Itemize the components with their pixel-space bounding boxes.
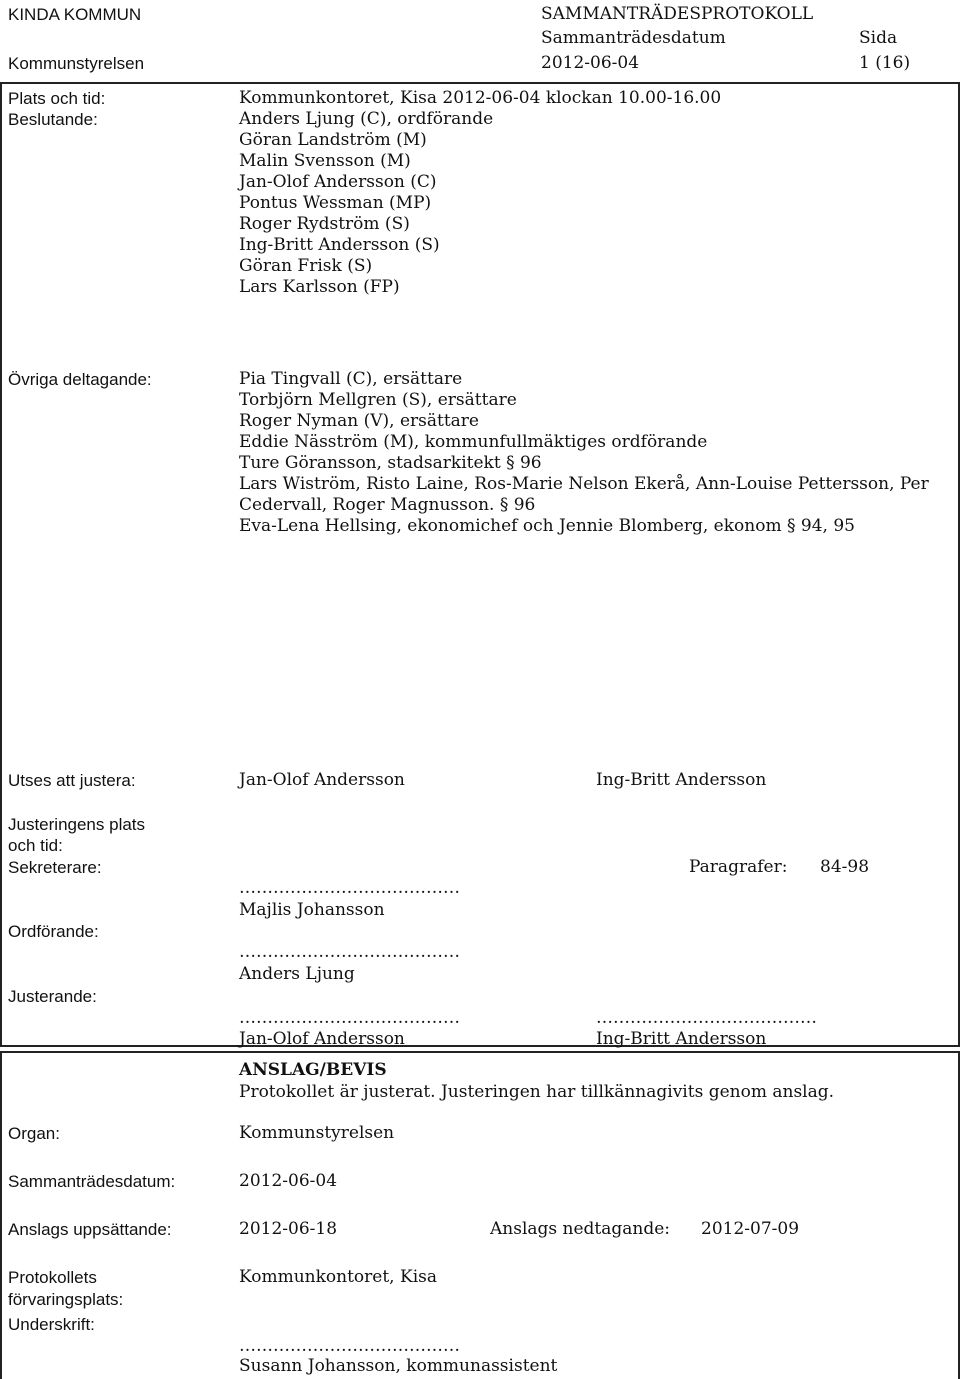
other-participant: Pia Tingvall (C), ersättare — [239, 369, 463, 389]
signature-label: Underskrift: — [8, 1315, 95, 1334]
frame-left-bottom — [0, 1051, 2, 1379]
posting-date-label: Anslags uppsättande: — [8, 1220, 172, 1239]
header-divider — [0, 82, 960, 84]
deciding-member: Roger Rydström (S) — [239, 214, 410, 234]
adjusting-name-2: Ing-Britt Andersson — [596, 1029, 767, 1049]
signature-line: ………………………………… — [239, 1336, 460, 1356]
deciding-member: Göran Landström (M) — [239, 130, 427, 150]
signature-name: Susann Johansson, kommunassistent — [239, 1356, 558, 1376]
paragraphs-label: Paragrafer: — [689, 857, 788, 877]
adjust-place-label-2: och tid: — [8, 836, 63, 855]
section-divider — [0, 1045, 960, 1047]
deciding-member: Anders Ljung (C), ordförande — [239, 109, 494, 129]
page-number: 1 (16) — [859, 53, 911, 73]
organ-label: Organ: — [8, 1124, 60, 1143]
deciding-list — [239, 109, 493, 298]
secretary-label: Sekreterare: — [8, 858, 102, 877]
other-participant: Eddie Näsström (M), kommunfullmäktiges ordförande — [239, 432, 708, 452]
deciding-member: Ing-Britt Andersson (S) — [239, 235, 440, 255]
chair-signature-line: ………………………………… — [239, 942, 460, 962]
deciding-member: Jan-Olof Andersson (C) — [239, 172, 437, 192]
storage-value: Kommunkontoret, Kisa — [239, 1267, 437, 1287]
page-label: Sida — [859, 28, 898, 48]
other-participant: Ture Göransson, stadsarkitekt § 96 — [239, 453, 542, 473]
meeting-date-value: 2012-06-04 — [541, 53, 640, 73]
place-time-label: Plats och tid: — [8, 89, 106, 108]
meeting-date-value-anslag: 2012-06-04 — [239, 1171, 338, 1191]
posting-date-value: 2012-06-18 — [239, 1219, 338, 1239]
adjuster-1: Jan-Olof Andersson — [239, 770, 405, 790]
removal-date-label: Anslags nedtagande: — [490, 1219, 671, 1239]
anslag-top-border — [0, 1051, 960, 1053]
other-participant: Lars Wiström, Risto Laine, Ros-Marie Nelson Ekerå, Ann-Louise Pettersson, Per — [239, 474, 929, 494]
document-type: SAMMANTRÄDESPROTOKOLL — [541, 4, 814, 24]
secretary-name: Majlis Johansson — [239, 900, 385, 920]
anslag-text: Protokollet är justerat. Justeringen har tillkännagivits genom anslag. — [239, 1082, 835, 1102]
other-participant: Roger Nyman (V), ersättare — [239, 411, 479, 431]
deciding-member: Göran Frisk (S) — [239, 256, 373, 276]
adjusting-label: Justerande: — [8, 987, 97, 1006]
chair-name: Anders Ljung — [239, 964, 355, 984]
storage-label-2: förvaringsplats: — [8, 1290, 124, 1309]
other-participant: Torbjörn Mellgren (S), ersättare — [239, 390, 517, 410]
meeting-date-label-anslag: Sammanträdesdatum: — [8, 1172, 176, 1191]
chair-label: Ordförande: — [8, 922, 99, 941]
storage-label-1: Protokollets — [8, 1268, 97, 1287]
anslag-title: ANSLAG/BEVIS — [239, 1060, 387, 1080]
other-participant: Eva-Lena Hellsing, ekonomichef och Jennie Blomberg, ekonom § 94, 95 — [239, 516, 855, 536]
meeting-date-label: Sammanträdesdatum — [541, 28, 726, 48]
paragraphs-value: 84-98 — [820, 857, 870, 877]
adjuster-2: Ing-Britt Andersson — [596, 770, 767, 790]
organ-value: Kommunstyrelsen — [239, 1123, 395, 1143]
adjusting-name-1: Jan-Olof Andersson — [239, 1029, 405, 1049]
others-label: Övriga deltagande: — [8, 370, 152, 389]
other-participant: Cedervall, Roger Magnusson. § 96 — [239, 495, 536, 515]
frame-left-top — [0, 82, 2, 1047]
body-name: Kommunstyrelsen — [8, 54, 145, 73]
removal-date-value: 2012-07-09 — [701, 1219, 800, 1239]
deciding-member: Lars Karlsson (FP) — [239, 277, 400, 297]
deciding-label: Beslutande: — [8, 110, 98, 129]
secretary-signature-line: ………………………………… — [239, 878, 460, 898]
place-time-value: Kommunkontoret, Kisa 2012-06-04 klockan 10.00-16.00 — [239, 88, 722, 108]
deciding-member: Malin Svensson (M) — [239, 151, 411, 171]
adjusters-label: Utses att justera: — [8, 771, 136, 790]
adjuster-1-signature-line: ………………………………… — [239, 1008, 460, 1028]
municipality-name: KINDA KOMMUN — [8, 5, 142, 24]
deciding-member: Pontus Wessman (MP) — [239, 193, 432, 213]
adjuster-2-signature-line: ………………………………… — [596, 1008, 817, 1028]
others-list — [239, 369, 929, 537]
adjust-place-label-1: Justeringens plats — [8, 815, 146, 834]
